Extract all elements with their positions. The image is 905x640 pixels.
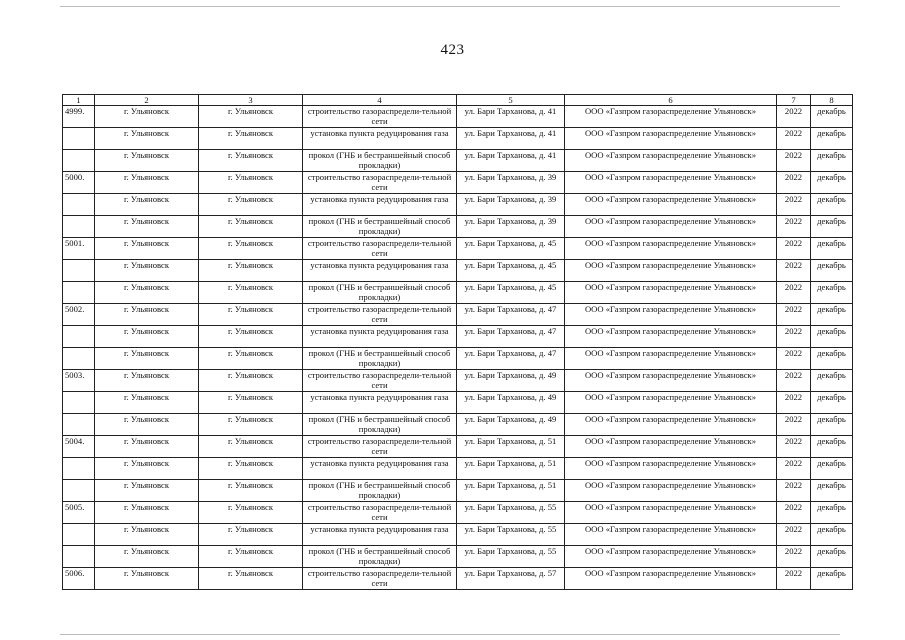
locality-cell: г. Ульяновск [95,128,199,150]
municipality-cell: г. Ульяновск [199,260,303,282]
table-row [63,546,853,568]
month-cell: декабрь [811,106,853,128]
row-number-cell [63,128,95,150]
row-number-cell [63,150,95,172]
locality-cell: г. Ульяновск [95,392,199,414]
year-cell: 2022 [777,238,811,260]
year-cell: 2022 [777,216,811,238]
month-cell: декабрь [811,392,853,414]
address-cell: ул. Бари Тарханова, д. 39 [457,172,565,194]
table-body [63,106,853,590]
year-cell: 2022 [777,414,811,436]
address-cell: ул. Бари Тарханова, д. 49 [457,414,565,436]
header-cell: 5 [457,95,565,106]
year-cell: 2022 [777,128,811,150]
year-cell: 2022 [777,304,811,326]
row-number-cell [63,194,95,216]
municipality-cell: г. Ульяновск [199,216,303,238]
locality-cell: г. Ульяновск [95,436,199,458]
year-cell: 2022 [777,392,811,414]
row-number-cell [63,326,95,348]
address-cell: ул. Бари Тарханова, д. 51 [457,436,565,458]
organization-cell: ООО «Газпром газораспределение Ульяновск» [565,436,777,458]
locality-cell: г. Ульяновск [95,194,199,216]
year-cell: 2022 [777,172,811,194]
locality-cell: г. Ульяновск [95,150,199,172]
row-number-cell [63,260,95,282]
year-cell: 2022 [777,150,811,172]
year-cell: 2022 [777,524,811,546]
table-row [63,414,853,436]
month-cell: декабрь [811,282,853,304]
locality-cell: г. Ульяновск [95,172,199,194]
organization-cell: ООО «Газпром газораспределение Ульяновск» [565,524,777,546]
year-cell: 2022 [777,326,811,348]
address-cell: ул. Бари Тарханова, д. 55 [457,546,565,568]
table-row [63,348,853,370]
month-cell: декабрь [811,480,853,502]
page-number: 423 [440,42,465,58]
table-row [63,370,853,392]
organization-cell: ООО «Газпром газораспределение Ульяновск» [565,502,777,524]
month-cell: декабрь [811,128,853,150]
organization-cell: ООО «Газпром газораспределение Ульяновск» [565,106,777,128]
address-cell: ул. Бари Тарханова, д. 45 [457,260,565,282]
address-cell: ул. Бари Тарханова, д. 47 [457,304,565,326]
municipality-cell: г. Ульяновск [199,436,303,458]
work-type-cell: строительство газораспредели-тельной сети [303,436,457,458]
address-cell: ул. Бари Тарханова, д. 39 [457,194,565,216]
header-cell: 3 [199,95,303,106]
work-type-cell: строительство газораспредели-тельной сети [303,502,457,524]
organization-cell: ООО «Газпром газораспределение Ульяновск» [565,150,777,172]
registry-table-wrapper [62,94,846,590]
municipality-cell: г. Ульяновск [199,392,303,414]
table-row [63,502,853,524]
address-cell: ул. Бари Тарханова, д. 51 [457,458,565,480]
work-type-cell: строительство газораспредели-тельной сети [303,106,457,128]
work-type-cell: строительство газораспредели-тельной сети [303,568,457,590]
work-type-cell: прокол (ГНБ и бестраншейный способ прокладки) [303,150,457,172]
row-number-cell: 5005. [63,502,95,524]
organization-cell: ООО «Газпром газораспределение Ульяновск» [565,546,777,568]
organization-cell: ООО «Газпром газораспределение Ульяновск» [565,480,777,502]
municipality-cell: г. Ульяновск [199,370,303,392]
municipality-cell: г. Ульяновск [199,458,303,480]
header-cell: 7 [777,95,811,106]
locality-cell: г. Ульяновск [95,260,199,282]
organization-cell: ООО «Газпром газораспределение Ульяновск» [565,282,777,304]
work-type-cell: прокол (ГНБ и бестраншейный способ прокладки) [303,546,457,568]
municipality-cell: г. Ульяновск [199,414,303,436]
locality-cell: г. Ульяновск [95,282,199,304]
locality-cell: г. Ульяновск [95,568,199,590]
year-cell: 2022 [777,502,811,524]
organization-cell: ООО «Газпром газораспределение Ульяновск» [565,260,777,282]
year-cell: 2022 [777,106,811,128]
year-cell: 2022 [777,480,811,502]
table-row [63,304,853,326]
work-type-cell: строительство газораспредели-тельной сети [303,304,457,326]
locality-cell: г. Ульяновск [95,524,199,546]
table-row [63,216,853,238]
address-cell: ул. Бари Тарханова, д. 45 [457,282,565,304]
year-cell: 2022 [777,260,811,282]
row-number-cell [63,524,95,546]
table-header-row [63,95,853,106]
row-number-cell: 5001. [63,238,95,260]
organization-cell: ООО «Газпром газораспределение Ульяновск» [565,216,777,238]
row-number-cell [63,546,95,568]
row-number-cell [63,414,95,436]
organization-cell: ООО «Газпром газораспределение Ульяновск» [565,128,777,150]
table-row [63,128,853,150]
table-row [63,106,853,128]
municipality-cell: г. Ульяновск [199,172,303,194]
row-number-cell: 5002. [63,304,95,326]
address-cell: ул. Бари Тарханова, д. 57 [457,568,565,590]
work-type-cell: прокол (ГНБ и бестраншейный способ прокладки) [303,216,457,238]
year-cell: 2022 [777,282,811,304]
locality-cell: г. Ульяновск [95,348,199,370]
address-cell: ул. Бари Тарханова, д. 39 [457,216,565,238]
locality-cell: г. Ульяновск [95,106,199,128]
work-type-cell: установка пункта редуцирования газа [303,128,457,150]
row-number-cell: 5003. [63,370,95,392]
work-type-cell: строительство газораспредели-тельной сети [303,238,457,260]
month-cell: декабрь [811,524,853,546]
work-type-cell: прокол (ГНБ и бестраншейный способ прокладки) [303,348,457,370]
organization-cell: ООО «Газпром газораспределение Ульяновск» [565,172,777,194]
organization-cell: ООО «Газпром газораспределение Ульяновск» [565,370,777,392]
table-row [63,480,853,502]
address-cell: ул. Бари Тарханова, д. 41 [457,150,565,172]
address-cell: ул. Бари Тарханова, д. 41 [457,128,565,150]
month-cell: декабрь [811,436,853,458]
row-number-cell [63,348,95,370]
locality-cell: г. Ульяновск [95,546,199,568]
address-cell: ул. Бари Тарханова, д. 45 [457,238,565,260]
table-row [63,260,853,282]
municipality-cell: г. Ульяновск [199,524,303,546]
address-cell: ул. Бари Тарханова, д. 47 [457,326,565,348]
address-cell: ул. Бари Тарханова, д. 55 [457,502,565,524]
year-cell: 2022 [777,348,811,370]
month-cell: декабрь [811,348,853,370]
organization-cell: ООО «Газпром газораспределение Ульяновск» [565,568,777,590]
address-cell: ул. Бари Тарханова, д. 49 [457,370,565,392]
month-cell: декабрь [811,370,853,392]
month-cell: декабрь [811,568,853,590]
municipality-cell: г. Ульяновск [199,194,303,216]
municipality-cell: г. Ульяновск [199,326,303,348]
table-row [63,150,853,172]
work-type-cell: установка пункта редуцирования газа [303,392,457,414]
municipality-cell: г. Ульяновск [199,106,303,128]
organization-cell: ООО «Газпром газораспределение Ульяновск» [565,304,777,326]
row-number-cell: 5004. [63,436,95,458]
work-type-cell: строительство газораспредели-тельной сети [303,370,457,392]
year-cell: 2022 [777,194,811,216]
month-cell: декабрь [811,458,853,480]
registry-table [62,94,853,590]
locality-cell: г. Ульяновск [95,458,199,480]
month-cell: декабрь [811,194,853,216]
month-cell: декабрь [811,172,853,194]
header-cell: 4 [303,95,457,106]
address-cell: ул. Бари Тарханова, д. 41 [457,106,565,128]
municipality-cell: г. Ульяновск [199,238,303,260]
row-number-cell: 4999. [63,106,95,128]
month-cell: декабрь [811,326,853,348]
row-number-cell [63,458,95,480]
organization-cell: ООО «Газпром газораспределение Ульяновск» [565,414,777,436]
work-type-cell: установка пункта редуцирования газа [303,260,457,282]
locality-cell: г. Ульяновск [95,370,199,392]
row-number-cell [63,282,95,304]
month-cell: декабрь [811,414,853,436]
address-cell: ул. Бари Тарханова, д. 51 [457,480,565,502]
header-cell: 2 [95,95,199,106]
table-row [63,458,853,480]
row-number-cell: 5000. [63,172,95,194]
municipality-cell: г. Ульяновск [199,502,303,524]
organization-cell: ООО «Газпром газораспределение Ульяновск» [565,348,777,370]
work-type-cell: прокол (ГНБ и бестраншейный способ прокладки) [303,282,457,304]
locality-cell: г. Ульяновск [95,238,199,260]
locality-cell: г. Ульяновск [95,304,199,326]
table-row [63,524,853,546]
header-cell: 6 [565,95,777,106]
year-cell: 2022 [777,546,811,568]
locality-cell: г. Ульяновск [95,414,199,436]
year-cell: 2022 [777,458,811,480]
row-number-cell [63,392,95,414]
municipality-cell: г. Ульяновск [199,128,303,150]
work-type-cell: установка пункта редуцирования газа [303,326,457,348]
table-row [63,568,853,590]
locality-cell: г. Ульяновск [95,216,199,238]
work-type-cell: прокол (ГНБ и бестраншейный способ прокладки) [303,414,457,436]
work-type-cell: установка пункта редуцирования газа [303,458,457,480]
table-row [63,436,853,458]
organization-cell: ООО «Газпром газораспределение Ульяновск» [565,458,777,480]
locality-cell: г. Ульяновск [95,502,199,524]
municipality-cell: г. Ульяновск [199,480,303,502]
row-number-cell [63,480,95,502]
organization-cell: ООО «Газпром газораспределение Ульяновск» [565,194,777,216]
municipality-cell: г. Ульяновск [199,568,303,590]
organization-cell: ООО «Газпром газораспределение Ульяновск» [565,326,777,348]
address-cell: ул. Бари Тарханова, д. 47 [457,348,565,370]
locality-cell: г. Ульяновск [95,326,199,348]
table-row [63,194,853,216]
table-row [63,172,853,194]
header-cell: 8 [811,95,853,106]
address-cell: ул. Бари Тарханова, д. 49 [457,392,565,414]
address-cell: ул. Бари Тарханова, д. 55 [457,524,565,546]
municipality-cell: г. Ульяновск [199,546,303,568]
table-row [63,238,853,260]
work-type-cell: прокол (ГНБ и бестраншейный способ прокладки) [303,480,457,502]
month-cell: декабрь [811,216,853,238]
municipality-cell: г. Ульяновск [199,304,303,326]
organization-cell: ООО «Газпром газораспределение Ульяновск» [565,238,777,260]
month-cell: декабрь [811,502,853,524]
row-number-cell [63,216,95,238]
month-cell: декабрь [811,304,853,326]
month-cell: декабрь [811,260,853,282]
row-number-cell: 5006. [63,568,95,590]
municipality-cell: г. Ульяновск [199,348,303,370]
month-cell: декабрь [811,238,853,260]
table-row [63,326,853,348]
table-row [63,282,853,304]
year-cell: 2022 [777,436,811,458]
work-type-cell: строительство газораспредели-тельной сети [303,172,457,194]
locality-cell: г. Ульяновск [95,480,199,502]
year-cell: 2022 [777,370,811,392]
work-type-cell: установка пункта редуцирования газа [303,194,457,216]
table-row [63,392,853,414]
month-cell: декабрь [811,546,853,568]
header-cell: 1 [63,95,95,106]
municipality-cell: г. Ульяновск [199,282,303,304]
organization-cell: ООО «Газпром газораспределение Ульяновск» [565,392,777,414]
work-type-cell: установка пункта редуцирования газа [303,524,457,546]
municipality-cell: г. Ульяновск [199,150,303,172]
year-cell: 2022 [777,568,811,590]
month-cell: декабрь [811,150,853,172]
